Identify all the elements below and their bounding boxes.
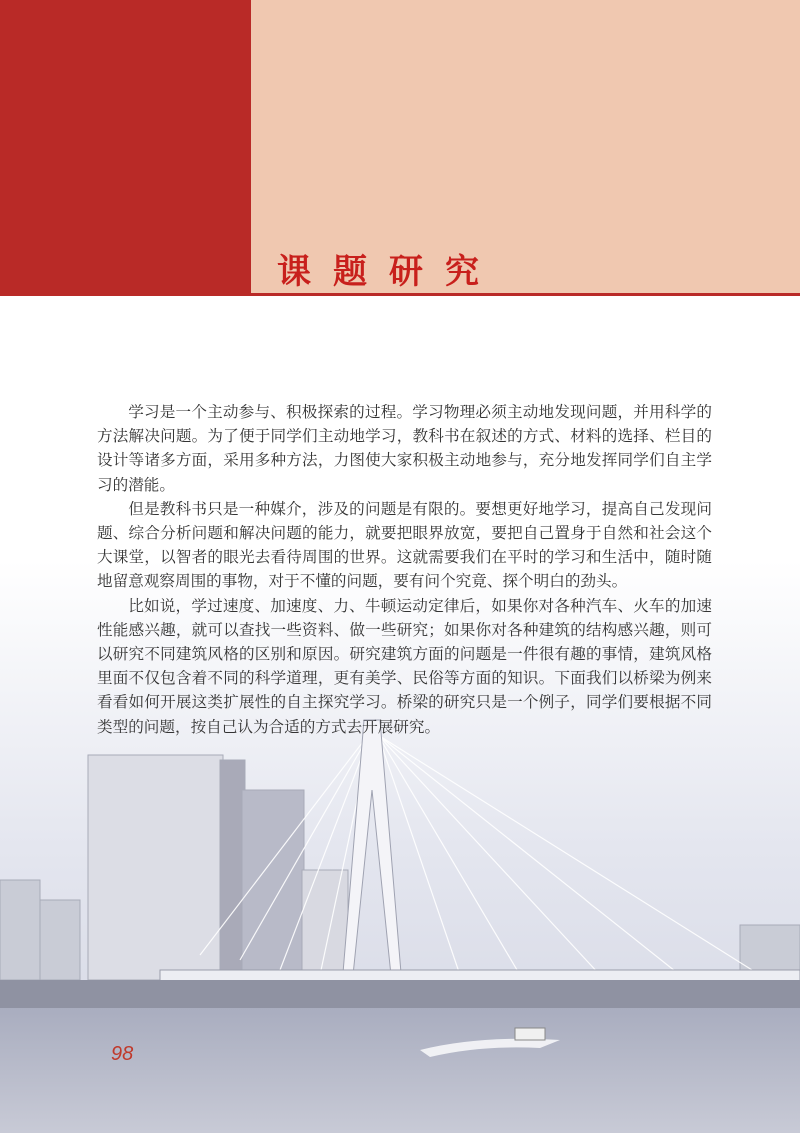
section-title: 课题研究 (277, 252, 501, 292)
body-text (97, 400, 712, 739)
page-number: 98 (111, 1043, 134, 1065)
header-divider (251, 293, 800, 296)
boat (515, 1028, 545, 1040)
river (0, 1008, 800, 1133)
header-red-block (0, 0, 251, 296)
paragraph: 比如说，学过速度、加速度、力、牛顿运动定律后，如果你对各种汽车、火车的加速性能感兴趣，就可以查找一些资料、做一些研究；如果你对各种建筑的结构感兴趣，则可以研究不同建筑风格的区别和原因。研究建筑方面的问题是一件很有趣的事情，建筑风格里面不仅包含着不同的科学道理，更有美学、民俗等方面的知识。下面我们以桥梁为例来看看如何开展这类扩展性的自主探究学习。桥梁的研究只是一个例子，同学们要根据不同类型的问题，按自己认为合适的方式去开展研究。 (97, 596, 712, 736)
paragraph: 但是教科书只是一种媒介，涉及的问题是有限的。要想更好地学习，提高自己发现问题、综合分析问题和解决问题的能力，就要把眼界放宽，要把自己置身于自然和社会这个大课堂，以智者的眼光去看待周围的世界。这就需要我们在平时的学习和生活中，随时随地留意观察周围的事物，对于不懂的问题，要有问个究竟、探个明白的劲头。 (97, 499, 712, 591)
paragraph: 学习是一个主动参与、积极探索的过程。学习物理必须主动地发现问题，并用科学的方法解决问题。为了便于同学们主动地学习，教科书在叙述的方式、材料的选择、栏目的设计等诸多方面，采用多种方法，力图使大家积极主动地参与，充分地发挥同学们自主学习的潜能。 (97, 403, 712, 494)
